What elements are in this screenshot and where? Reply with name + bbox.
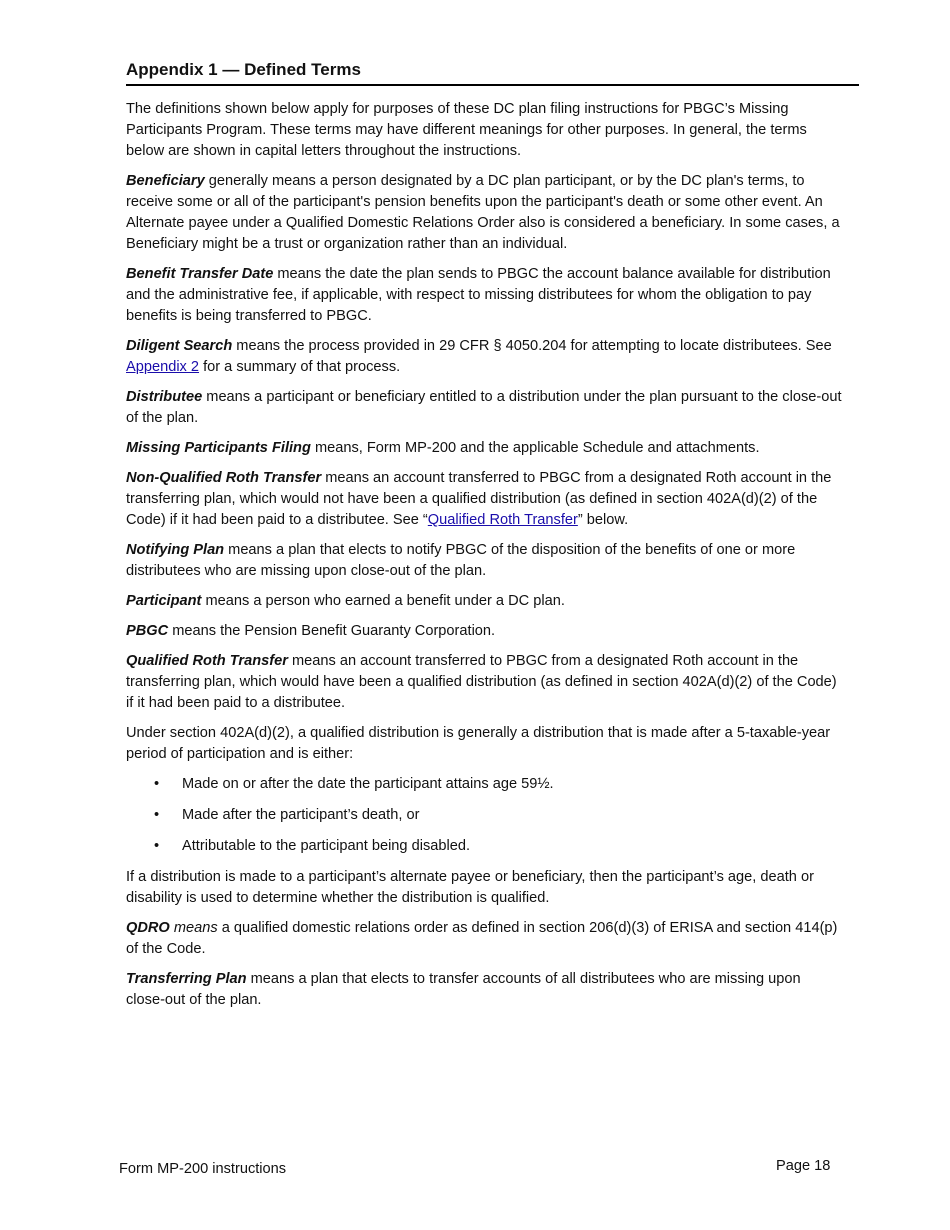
definition-text: means an account transferred to PBGC from a designated Roth account in the transferring plan, which would have been a qualified distribution (as defined in section 402A(d)(2) of the Code) if it had been paid to a distributee. [126, 653, 837, 711]
alternate-payee-note: If a distribution is made to a participant’s alternate payee or beneficiary, then the participant’s age, death or disability is used to determine whether the distribution is qualified. [126, 869, 814, 906]
term-label: QDRO [126, 920, 170, 936]
definition-text: means an account transferred to PBGC from a designated Roth account in the transferring plan, which would not have been a qualified distribution (as defined in section 402A(d)(2) of the Code) if it had been paid to a distributee. See “ [126, 470, 832, 528]
definition-text: means the Pension Benefit Guaranty Corporation. [168, 623, 496, 639]
intro-paragraph: The definitions shown below apply for purposes of these DC plan filing instructions for PBGC’s Missing Participants Program. These terms may have different meanings for other purposes. In general, the terms below are shown in capital letters throughout the instructions. [126, 101, 807, 159]
list-item [126, 805, 842, 826]
definition-qualified-roth-transfer [126, 651, 842, 714]
means-label: means [169, 920, 218, 936]
list-item [126, 836, 842, 857]
term-label: Distributee [126, 389, 203, 405]
definition-text: means the date the plan sends to PBGC the account balance available for distribution and the administrative fee, if applicable, with respect to missing distributees for whom the obligation to pay benefits is being transferred to PBGC. [126, 266, 831, 324]
term-label: Non-Qualified Roth Transfer [126, 470, 322, 486]
definition-beneficiary [126, 171, 842, 255]
term-label: Beneficiary [126, 173, 205, 189]
bullet-icon: • [154, 776, 160, 792]
term-label: Benefit Transfer Date [126, 266, 274, 282]
qualified-distribution-note: Under section 402A(d)(2), a qualified distribution is generally a distribution that is made after a 5-taxable-year period of participation and is either: [126, 725, 831, 762]
document-body [126, 99, 842, 1020]
definition-missing-participants-filing [126, 438, 842, 459]
appendix-2-link[interactable]: Appendix 2 [126, 359, 200, 375]
bullet-icon: • [154, 838, 160, 854]
qualified-distribution-conditions [126, 774, 842, 857]
definition-text: means the process provided in 29 CFR § 4050.204 for attempting to locate distributees. See [232, 338, 832, 354]
term-label: Diligent Search [126, 338, 233, 354]
definition-text: generally means a person designated by a DC plan participant, or by the DC plan's terms, to receive some or all of the participant's pension benefits upon the participant's death or some other event. An Alternate payee under a Qualified Domestic Relations Order also is considered a beneficiary. In some cases, a Beneficiary might be a trust or organization rather than an individual. [126, 173, 840, 252]
definition-participant [126, 591, 842, 612]
list-item [126, 774, 842, 795]
page-title: Appendix 1 — Defined Terms [126, 60, 859, 86]
definition-transferring-plan [126, 969, 842, 1011]
footer-form-name: Form MP-200 instructions [119, 1161, 287, 1177]
term-label: PBGC [126, 623, 169, 639]
definition-text: for a summary of that process. [199, 359, 401, 375]
definition-non-qualified-roth-transfer [126, 468, 842, 531]
term-label: Notifying Plan [126, 542, 225, 558]
definition-notifying-plan [126, 540, 842, 582]
definition-text: means a plan that elects to notify PBGC of the disposition of the benefits of one or more distributees who are missing upon close-out of the plan. [126, 542, 796, 579]
qualified-roth-transfer-link[interactable]: Qualified Roth Transfer [427, 512, 578, 528]
definition-text: means, Form MP-200 and the applicable Schedule and attachments. [310, 440, 760, 456]
term-label: Missing Participants Filing [126, 440, 311, 456]
definition-text: ” below. [577, 512, 629, 528]
list-item-text: Attributable to the participant being disabled. [182, 838, 471, 854]
definition-qdro [126, 918, 842, 960]
term-label: Qualified Roth Transfer [126, 653, 288, 669]
list-item-text: Made on or after the date the participant attains age 59½. [182, 776, 554, 792]
definition-text: a qualified domestic relations order as defined in section 206(d)(3) of ERISA and section 414(p) of the Code. [126, 920, 838, 957]
definition-diligent-search [126, 336, 842, 378]
definition-benefit-transfer-date [126, 264, 842, 327]
term-label: Transferring Plan [126, 971, 247, 987]
definition-text: means a participant or beneficiary entitled to a distribution under the plan pursuant to the close-out of the plan. [126, 389, 842, 426]
term-label: Participant [126, 593, 202, 609]
definition-distributee [126, 387, 842, 429]
page-number: Page 18 [776, 1158, 831, 1174]
definition-text: means a plan that elects to transfer accounts of all distributees who are missing upon close-out of the plan. [126, 971, 801, 1008]
bullet-icon: • [154, 807, 160, 823]
list-item-text: Made after the participant’s death, or [182, 807, 420, 823]
definition-pbgc [126, 621, 842, 642]
definition-text: means a person who earned a benefit under a DC plan. [201, 593, 565, 609]
